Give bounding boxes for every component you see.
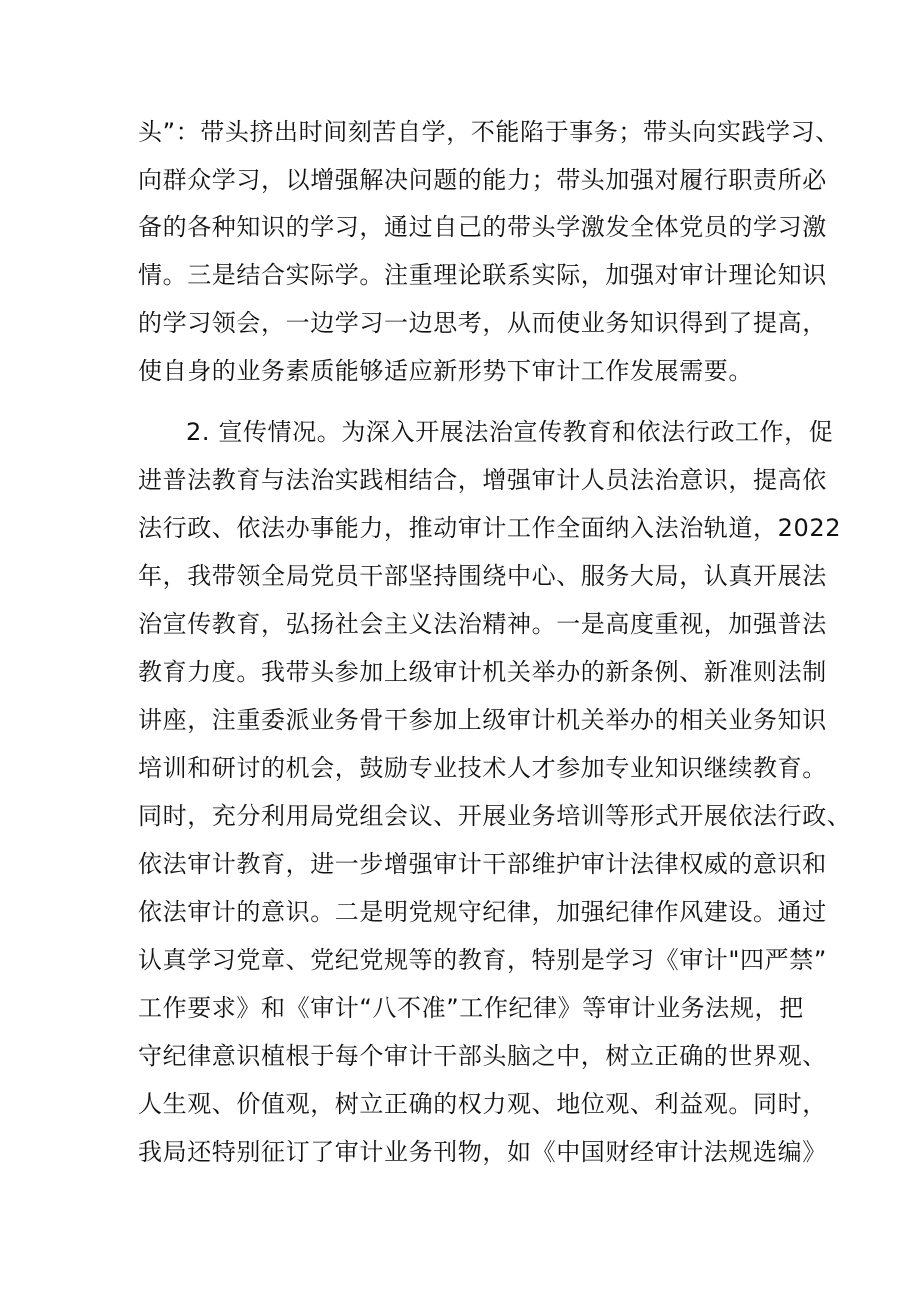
text-line: 人生观、价值观，树立正确的权力观、地位观、利益观。同时， [138,1090,827,1118]
text-line: 培训和研讨的机会，鼓励专业技术人才参加专业知识继续教育。 [138,754,827,782]
text-line: 工作要求》和《审计“八不准”工作纪律》等审计业务法规，把 [138,994,804,1022]
text-line: 教育力度。我带头参加上级审计机关举办的新条例、新准则法制 [138,658,827,686]
text-line: 头”：带头挤出时间刻苦自学，不能陷于事务；带头向实践学习、 [138,118,840,146]
text-line: 使自身的业务素质能够适应新形势下审计工作发展需要。 [138,357,753,385]
paragraph-first-line: 2. 宣传情况。为深入开展法治宣传教育和依法行政工作，促 [186,418,834,446]
text-line: 守纪律意识植根于每个审计干部头脑之中，树立正确的世界观、 [138,1042,827,1070]
text-line: 依法审计的意识。二是明党规守纪律，加强纪律作风建设。通过 [138,898,827,926]
text-line: 我局还特别征订了审计业务刊物，如《中国财经审计法规选编》 [138,1138,827,1166]
text-line: 讲座，注重委派业务骨干参加上级审计机关举办的相关业务知识 [138,706,827,734]
text-line: 进普法教育与法治实践相结合，增强审计人员法治意识，提高依 [138,466,827,494]
text-line: 备的各种知识的学习，通过自己的带头学激发全体党员的学习激 [138,213,827,241]
text-line: 向群众学习，以增强解决问题的能力；带头加强对履行职责所必 [138,166,827,194]
text-line: 依法审计教育，进一步增强审计干部维护审计法律权威的意识和 [138,850,827,878]
text-line: 的学习领会，一边学习一边思考，从而使业务知识得到了提高， [138,309,827,337]
text-line: 法行政、依法办事能力，推动审计工作全面纳入法治轨道，2022 [138,514,842,542]
text-line: 同时，充分利用局党组会议、开展业务培训等形式开展依法行政、 [138,802,852,830]
text-line: 认真学习党章、党纪党规等的教育，特别是学习《审计"四严禁” [138,946,827,974]
text-line: 情。三是结合实际学。注重理论联系实际，加强对审计理论知识 [138,261,827,289]
text-line: 治宣传教育，弘扬社会主义法治精神。一是高度重视，加强普法 [138,610,827,638]
text-line: 年，我带领全局党员干部坚持围绕中心、服务大局，认真开展法 [138,562,827,590]
